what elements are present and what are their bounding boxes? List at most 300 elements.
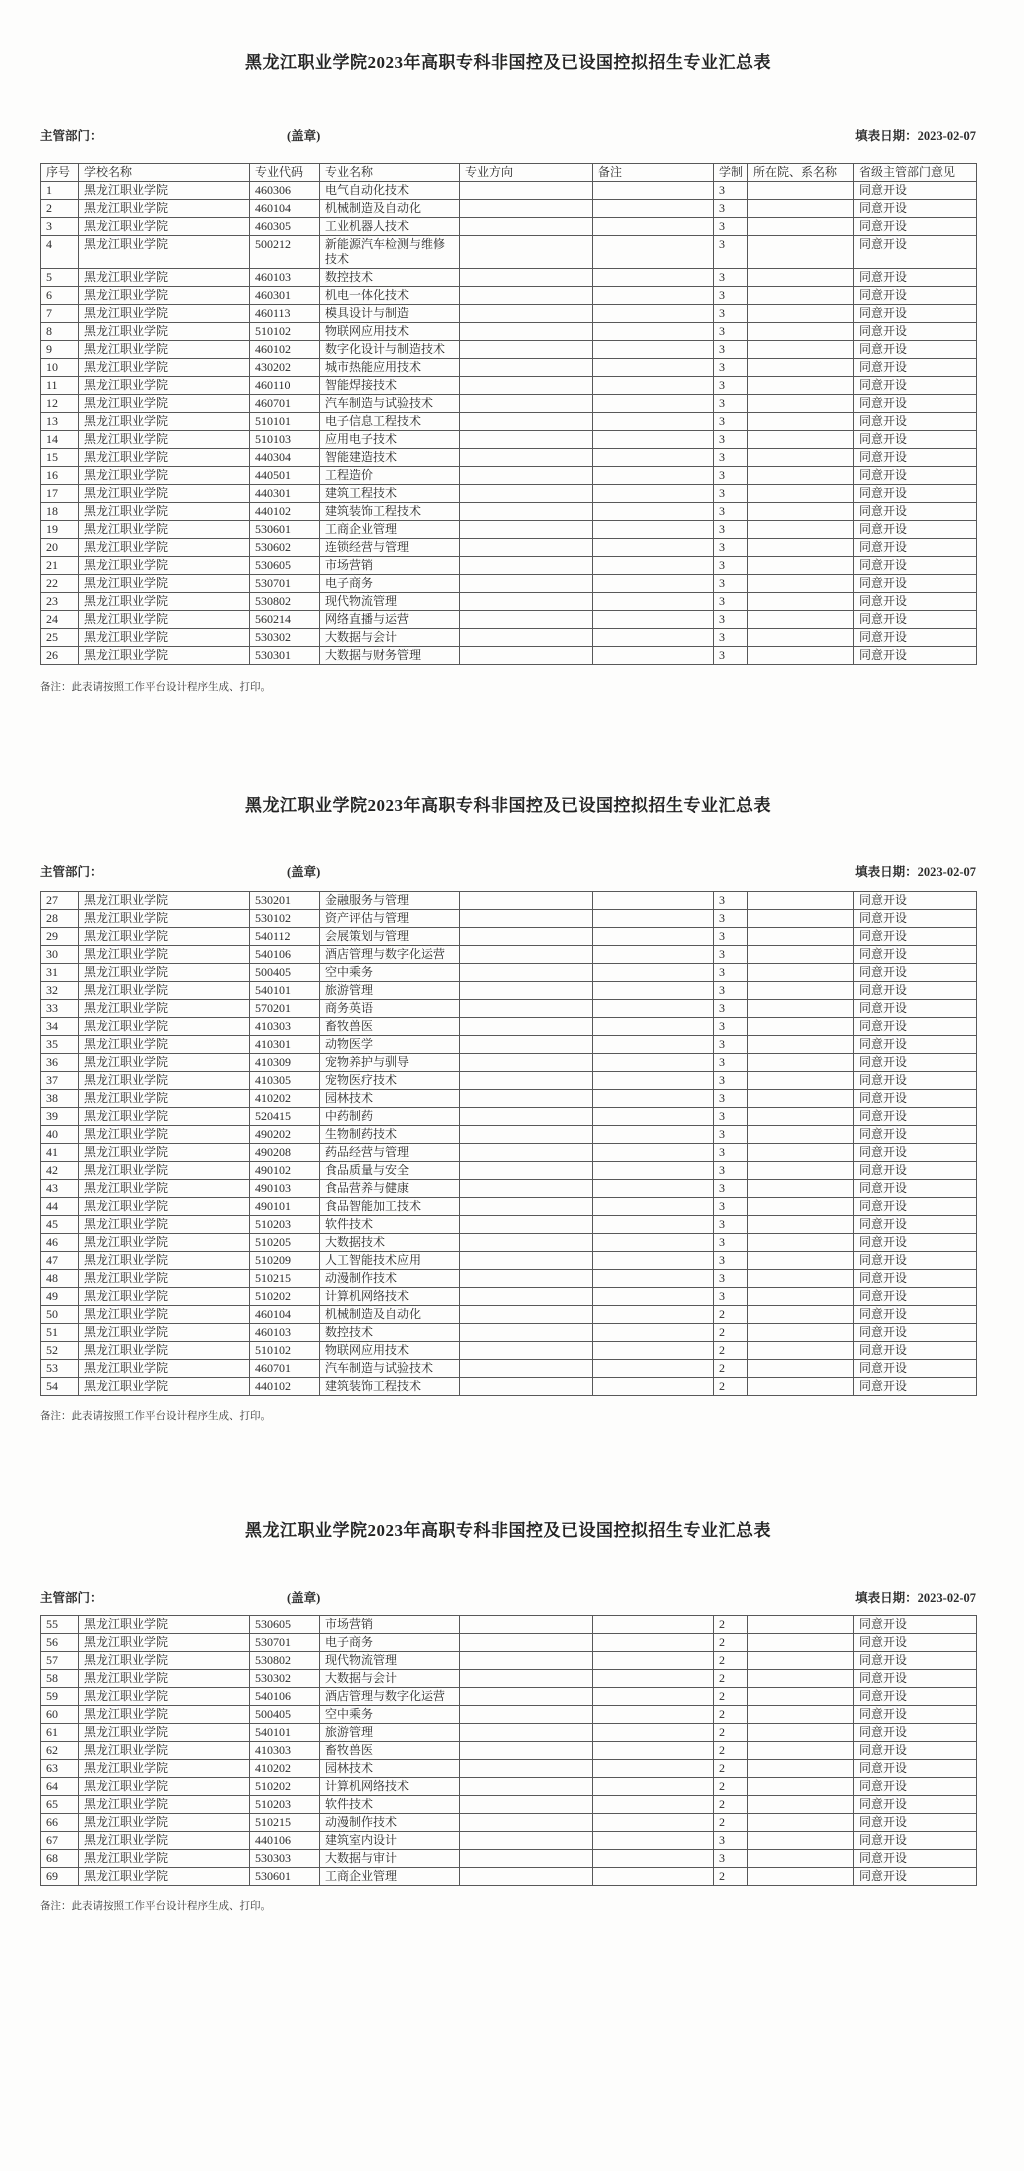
cell-direction	[460, 1234, 593, 1252]
cell-years: 3	[714, 1036, 748, 1054]
table-row	[41, 1688, 977, 1706]
table-row	[41, 1054, 977, 1072]
cell-seq: 9	[41, 341, 79, 359]
cell-department	[748, 503, 854, 521]
cell-opinion: 同意开设	[854, 395, 977, 413]
table-row	[41, 539, 977, 557]
cell-code: 530302	[250, 1670, 320, 1688]
cell-school: 黑龙江职业学院	[79, 1814, 250, 1832]
cell-major: 食品智能加工技术	[320, 1198, 460, 1216]
column-header-0: 序号	[41, 164, 79, 182]
cell-seq: 1	[41, 182, 79, 200]
cell-opinion: 同意开设	[854, 305, 977, 323]
cell-seq: 46	[41, 1234, 79, 1252]
table-row	[41, 982, 977, 1000]
cell-years: 3	[714, 305, 748, 323]
cell-major: 电子商务	[320, 1634, 460, 1652]
cell-years: 3	[714, 964, 748, 982]
cell-department	[748, 182, 854, 200]
cell-remark	[593, 1306, 714, 1324]
cell-major: 应用电子技术	[320, 431, 460, 449]
cell-major: 会展策划与管理	[320, 928, 460, 946]
cell-department	[748, 413, 854, 431]
cell-code: 460701	[250, 395, 320, 413]
cell-seq: 54	[41, 1378, 79, 1396]
cell-seq: 62	[41, 1742, 79, 1760]
cell-seq: 51	[41, 1324, 79, 1342]
cell-major: 数字化设计与制造技术	[320, 341, 460, 359]
cell-school: 黑龙江职业学院	[79, 413, 250, 431]
cell-direction	[460, 1090, 593, 1108]
cell-seq: 23	[41, 593, 79, 611]
cell-years: 3	[714, 557, 748, 575]
cell-direction	[460, 1616, 593, 1634]
seal-label: (盖章)	[287, 129, 321, 143]
cell-years: 3	[714, 539, 748, 557]
cell-school: 黑龙江职业学院	[79, 1688, 250, 1706]
cell-code: 440304	[250, 449, 320, 467]
cell-code: 440102	[250, 503, 320, 521]
cell-opinion: 同意开设	[854, 1850, 977, 1868]
cell-department	[748, 1342, 854, 1360]
cell-opinion: 同意开设	[854, 377, 977, 395]
table-row	[41, 431, 977, 449]
cell-code: 460701	[250, 1360, 320, 1378]
cell-department	[748, 236, 854, 269]
cell-seq: 27	[41, 892, 79, 910]
cell-years: 3	[714, 431, 748, 449]
cell-department	[748, 1270, 854, 1288]
cell-opinion: 同意开设	[854, 1832, 977, 1850]
cell-school: 黑龙江职业学院	[79, 1342, 250, 1360]
cell-opinion: 同意开设	[854, 1342, 977, 1360]
cell-direction	[460, 539, 593, 557]
cell-direction	[460, 1162, 593, 1180]
cell-seq: 18	[41, 503, 79, 521]
cell-major: 商务英语	[320, 1000, 460, 1018]
cell-school: 黑龙江职业学院	[79, 323, 250, 341]
table-row	[41, 377, 977, 395]
table-row	[41, 503, 977, 521]
cell-school: 黑龙江职业学院	[79, 1126, 250, 1144]
cell-code: 510215	[250, 1814, 320, 1832]
cell-code: 460305	[250, 218, 320, 236]
cell-opinion: 同意开设	[854, 467, 977, 485]
table-row	[41, 1270, 977, 1288]
cell-direction	[460, 359, 593, 377]
cell-school: 黑龙江职业学院	[79, 1198, 250, 1216]
cell-department	[748, 910, 854, 928]
table-row	[41, 449, 977, 467]
cell-major: 中药制药	[320, 1108, 460, 1126]
cell-code: 530701	[250, 1634, 320, 1652]
cell-code: 520415	[250, 1108, 320, 1126]
cell-major: 网络直播与运营	[320, 611, 460, 629]
cell-remark	[593, 1252, 714, 1270]
cell-opinion: 同意开设	[854, 1742, 977, 1760]
cell-opinion: 同意开设	[854, 593, 977, 611]
cell-direction	[460, 413, 593, 431]
cell-remark	[593, 1378, 714, 1396]
cell-department	[748, 539, 854, 557]
cell-direction	[460, 1144, 593, 1162]
cell-remark	[593, 359, 714, 377]
cell-seq: 39	[41, 1108, 79, 1126]
cell-opinion: 同意开设	[854, 521, 977, 539]
cell-seq: 28	[41, 910, 79, 928]
cell-years: 3	[714, 593, 748, 611]
cell-code: 460103	[250, 269, 320, 287]
cell-remark	[593, 521, 714, 539]
cell-major: 畜牧兽医	[320, 1742, 460, 1760]
cell-school: 黑龙江职业学院	[79, 1072, 250, 1090]
cell-remark	[593, 1652, 714, 1670]
page-title: 黑龙江职业学院2023年高职专科非国控及已设国控拟招生专业汇总表	[245, 796, 771, 815]
cell-department	[748, 1760, 854, 1778]
dept-label: 主管部门：	[40, 129, 103, 143]
cell-school: 黑龙江职业学院	[79, 892, 250, 910]
cell-opinion: 同意开设	[854, 200, 977, 218]
cell-years: 2	[714, 1688, 748, 1706]
cell-major: 药品经营与管理	[320, 1144, 460, 1162]
table-row	[41, 1252, 977, 1270]
cell-opinion: 同意开设	[854, 431, 977, 449]
cell-direction	[460, 323, 593, 341]
cell-seq: 41	[41, 1144, 79, 1162]
cell-direction	[460, 557, 593, 575]
cell-department	[748, 946, 854, 964]
cell-remark	[593, 449, 714, 467]
table-row	[41, 1360, 977, 1378]
cell-department	[748, 449, 854, 467]
table-row	[41, 236, 977, 269]
cell-school: 黑龙江职业学院	[79, 1652, 250, 1670]
majors-table	[40, 891, 977, 1396]
cell-remark	[593, 218, 714, 236]
cell-school: 黑龙江职业学院	[79, 1144, 250, 1162]
cell-direction	[460, 269, 593, 287]
cell-years: 3	[714, 341, 748, 359]
cell-years: 3	[714, 395, 748, 413]
table-row	[41, 521, 977, 539]
cell-opinion: 同意开设	[854, 1306, 977, 1324]
cell-seq: 4	[41, 236, 79, 269]
cell-school: 黑龙江职业学院	[79, 611, 250, 629]
cell-code: 540101	[250, 1724, 320, 1742]
cell-code: 410305	[250, 1072, 320, 1090]
cell-major: 旅游管理	[320, 1724, 460, 1742]
table-header-row	[41, 164, 977, 182]
table-row	[41, 269, 977, 287]
cell-direction	[460, 1724, 593, 1742]
cell-code: 440106	[250, 1832, 320, 1850]
cell-direction	[460, 377, 593, 395]
cell-school: 黑龙江职业学院	[79, 1796, 250, 1814]
cell-school: 黑龙江职业学院	[79, 1832, 250, 1850]
cell-years: 2	[714, 1742, 748, 1760]
summary-sheet-2	[40, 795, 976, 1423]
table-row	[41, 1742, 977, 1760]
table-row	[41, 1724, 977, 1742]
cell-school: 黑龙江职业学院	[79, 964, 250, 982]
cell-opinion: 同意开设	[854, 575, 977, 593]
cell-direction	[460, 1832, 593, 1850]
table-row	[41, 1760, 977, 1778]
cell-code: 540101	[250, 982, 320, 1000]
cell-department	[748, 1252, 854, 1270]
cell-opinion: 同意开设	[854, 611, 977, 629]
cell-code: 530605	[250, 1616, 320, 1634]
cell-remark	[593, 1832, 714, 1850]
cell-opinion: 同意开设	[854, 236, 977, 269]
cell-opinion: 同意开设	[854, 1234, 977, 1252]
cell-direction	[460, 1868, 593, 1886]
cell-years: 2	[714, 1706, 748, 1724]
cell-seq: 31	[41, 964, 79, 982]
cell-opinion: 同意开设	[854, 629, 977, 647]
cell-direction	[460, 182, 593, 200]
cell-remark	[593, 467, 714, 485]
cell-code: 490103	[250, 1180, 320, 1198]
cell-opinion: 同意开设	[854, 1760, 977, 1778]
cell-remark	[593, 1198, 714, 1216]
cell-years: 3	[714, 1832, 748, 1850]
cell-remark	[593, 557, 714, 575]
cell-code: 460103	[250, 1324, 320, 1342]
cell-major: 建筑装饰工程技术	[320, 503, 460, 521]
cell-remark	[593, 647, 714, 665]
cell-major: 工商企业管理	[320, 521, 460, 539]
cell-code: 460104	[250, 200, 320, 218]
cell-remark	[593, 1054, 714, 1072]
cell-direction	[460, 1778, 593, 1796]
cell-opinion: 同意开设	[854, 218, 977, 236]
table-body	[41, 892, 977, 1396]
cell-opinion: 同意开设	[854, 1144, 977, 1162]
cell-direction	[460, 1270, 593, 1288]
cell-major: 市场营销	[320, 1616, 460, 1634]
cell-direction	[460, 1742, 593, 1760]
cell-opinion: 同意开设	[854, 1796, 977, 1814]
table-row	[41, 1072, 977, 1090]
cell-years: 2	[714, 1814, 748, 1832]
cell-direction	[460, 1036, 593, 1054]
table-row	[41, 1036, 977, 1054]
cell-major: 食品营养与健康	[320, 1180, 460, 1198]
cell-years: 3	[714, 521, 748, 539]
cell-code: 500212	[250, 236, 320, 269]
cell-school: 黑龙江职业学院	[79, 503, 250, 521]
cell-department	[748, 1724, 854, 1742]
cell-years: 3	[714, 413, 748, 431]
table-row	[41, 910, 977, 928]
cell-major: 城市热能应用技术	[320, 359, 460, 377]
cell-school: 黑龙江职业学院	[79, 946, 250, 964]
cell-seq: 42	[41, 1162, 79, 1180]
cell-department	[748, 1126, 854, 1144]
cell-department	[748, 1072, 854, 1090]
cell-school: 黑龙江职业学院	[79, 1234, 250, 1252]
cell-opinion: 同意开设	[854, 1036, 977, 1054]
cell-years: 3	[714, 269, 748, 287]
cell-major: 机械制造及自动化	[320, 1306, 460, 1324]
cell-department	[748, 1162, 854, 1180]
cell-major: 建筑工程技术	[320, 485, 460, 503]
cell-opinion: 同意开设	[854, 1216, 977, 1234]
cell-school: 黑龙江职业学院	[79, 575, 250, 593]
cell-code: 510203	[250, 1216, 320, 1234]
cell-school: 黑龙江职业学院	[79, 1616, 250, 1634]
table-row	[41, 928, 977, 946]
cell-department	[748, 611, 854, 629]
cell-direction	[460, 485, 593, 503]
cell-seq: 68	[41, 1850, 79, 1868]
cell-code: 510205	[250, 1234, 320, 1252]
cell-remark	[593, 1324, 714, 1342]
majors-table	[40, 1615, 977, 1886]
cell-years: 3	[714, 467, 748, 485]
cell-opinion: 同意开设	[854, 964, 977, 982]
cell-department	[748, 431, 854, 449]
cell-opinion: 同意开设	[854, 1108, 977, 1126]
cell-code: 530601	[250, 1868, 320, 1886]
cell-direction	[460, 647, 593, 665]
column-header-6: 学制	[714, 164, 748, 182]
cell-remark	[593, 1342, 714, 1360]
cell-school: 黑龙江职业学院	[79, 236, 250, 269]
cell-school: 黑龙江职业学院	[79, 431, 250, 449]
cell-code: 510215	[250, 1270, 320, 1288]
cell-opinion: 同意开设	[854, 323, 977, 341]
cell-years: 3	[714, 1180, 748, 1198]
column-header-4: 专业方向	[460, 164, 593, 182]
cell-years: 3	[714, 1072, 748, 1090]
cell-major: 汽车制造与试验技术	[320, 395, 460, 413]
cell-seq: 26	[41, 647, 79, 665]
cell-seq: 16	[41, 467, 79, 485]
cell-major: 机械制造及自动化	[320, 200, 460, 218]
cell-direction	[460, 1796, 593, 1814]
cell-seq: 38	[41, 1090, 79, 1108]
cell-direction	[460, 218, 593, 236]
cell-seq: 34	[41, 1018, 79, 1036]
cell-department	[748, 1216, 854, 1234]
cell-school: 黑龙江职业学院	[79, 1054, 250, 1072]
cell-code: 540112	[250, 928, 320, 946]
cell-school: 黑龙江职业学院	[79, 1108, 250, 1126]
cell-remark	[593, 982, 714, 1000]
column-header-7: 所在院、系名称	[748, 164, 854, 182]
cell-years: 2	[714, 1342, 748, 1360]
cell-remark	[593, 305, 714, 323]
cell-years: 3	[714, 287, 748, 305]
cell-school: 黑龙江职业学院	[79, 1180, 250, 1198]
cell-department	[748, 218, 854, 236]
cell-seq: 5	[41, 269, 79, 287]
cell-seq: 37	[41, 1072, 79, 1090]
cell-direction	[460, 305, 593, 323]
cell-seq: 8	[41, 323, 79, 341]
cell-remark	[593, 323, 714, 341]
cell-major: 软件技术	[320, 1216, 460, 1234]
table-body	[41, 1616, 977, 1886]
cell-remark	[593, 1288, 714, 1306]
cell-department	[748, 892, 854, 910]
cell-school: 黑龙江职业学院	[79, 305, 250, 323]
cell-department	[748, 1868, 854, 1886]
cell-remark	[593, 431, 714, 449]
cell-seq: 2	[41, 200, 79, 218]
cell-seq: 44	[41, 1198, 79, 1216]
cell-remark	[593, 1234, 714, 1252]
cell-major: 智能焊接技术	[320, 377, 460, 395]
cell-seq: 36	[41, 1054, 79, 1072]
table-row	[41, 1778, 977, 1796]
cell-school: 黑龙江职业学院	[79, 593, 250, 611]
cell-opinion: 同意开设	[854, 910, 977, 928]
cell-major: 物联网应用技术	[320, 1342, 460, 1360]
cell-direction	[460, 1324, 593, 1342]
cell-seq: 50	[41, 1306, 79, 1324]
cell-code: 460301	[250, 287, 320, 305]
table-row	[41, 1216, 977, 1234]
cell-school: 黑龙江职业学院	[79, 1018, 250, 1036]
cell-school: 黑龙江职业学院	[79, 449, 250, 467]
cell-major: 人工智能技术应用	[320, 1252, 460, 1270]
cell-opinion: 同意开设	[854, 1072, 977, 1090]
cell-years: 3	[714, 377, 748, 395]
cell-major: 汽车制造与试验技术	[320, 1360, 460, 1378]
cell-department	[748, 1198, 854, 1216]
cell-remark	[593, 1072, 714, 1090]
cell-code: 530303	[250, 1850, 320, 1868]
cell-major: 软件技术	[320, 1796, 460, 1814]
cell-opinion: 同意开设	[854, 182, 977, 200]
cell-department	[748, 1108, 854, 1126]
cell-direction	[460, 395, 593, 413]
cell-code: 510103	[250, 431, 320, 449]
table-row	[41, 341, 977, 359]
cell-remark	[593, 1090, 714, 1108]
cell-seq: 15	[41, 449, 79, 467]
cell-code: 510202	[250, 1288, 320, 1306]
cell-direction	[460, 503, 593, 521]
footnote: 备注：此表请按照工作平台设计程序生成、打印。	[40, 1901, 271, 1912]
cell-years: 3	[714, 647, 748, 665]
cell-opinion: 同意开设	[854, 287, 977, 305]
cell-seq: 61	[41, 1724, 79, 1742]
table-row	[41, 200, 977, 218]
cell-code: 510202	[250, 1778, 320, 1796]
cell-seq: 63	[41, 1760, 79, 1778]
cell-code: 460113	[250, 305, 320, 323]
cell-years: 2	[714, 1616, 748, 1634]
table-row	[41, 1234, 977, 1252]
cell-department	[748, 1814, 854, 1832]
cell-seq: 21	[41, 557, 79, 575]
cell-code: 460102	[250, 341, 320, 359]
seal-label: (盖章)	[287, 1591, 321, 1605]
cell-remark	[593, 1216, 714, 1234]
cell-school: 黑龙江职业学院	[79, 521, 250, 539]
cell-remark	[593, 1360, 714, 1378]
cell-years: 3	[714, 892, 748, 910]
table-row	[41, 485, 977, 503]
cell-seq: 69	[41, 1868, 79, 1886]
cell-years: 3	[714, 1216, 748, 1234]
table-row	[41, 629, 977, 647]
cell-opinion: 同意开设	[854, 982, 977, 1000]
